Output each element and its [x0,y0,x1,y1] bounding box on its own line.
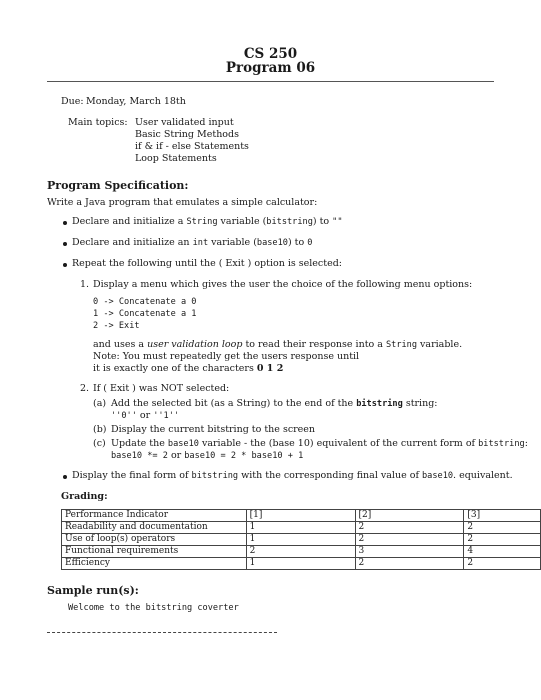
sample-heading: Sample run(s): [47,584,139,597]
table-cell: Efficiency [62,558,247,570]
substep-a-label: (a) [93,398,107,409]
table-cell: Use of loop(s) operators [62,534,247,546]
table-header-cell: [1] [246,510,355,522]
table-cell: 1 [246,534,355,546]
course-title: CS 250 [243,46,298,62]
table-cell: Functional requirements [62,546,247,558]
note-line-chars: it is exactly one of the characters 0 1 2 [93,363,284,374]
table-row [62,546,541,558]
table-cell: 2 [464,534,541,546]
title-rule [47,81,494,82]
bullet-repeat: Repeat the following until the ( Exit ) option is selected: [72,258,342,269]
table-cell: 4 [464,546,541,558]
substep-c-text: Update the base10 variable - the (base 10) equivalent of the current form of bitstring: [111,438,528,449]
substep-a-values: ''0'' or ''1'' [111,410,180,421]
spec-heading: Program Specification: [47,179,189,192]
table-cell: 2 [464,522,541,534]
table-header-cell: Performance Indicator [62,510,247,522]
grading-heading: Grading: [61,491,108,502]
table-cell: 2 [355,558,464,570]
table-row [62,534,541,546]
bullet-display-final: Display the final form of bitstring with the corresponding final value of base10. equivalent. [72,470,513,481]
table-header-row [62,510,541,522]
due-label: Due: [61,96,84,107]
spec-intro: Write a Java program that emulates a simple calculator: [47,197,318,208]
topic-item: Loop Statements [135,153,217,164]
step-2-text: If ( Exit ) was NOT selected: [93,383,230,394]
topic-item: Basic String Methods [135,129,239,140]
table-row [62,558,541,570]
bullet-declare-string: Declare and initialize a String variable (bitstring) to "" [72,216,343,227]
note-line: Note: You must repeatedly get the users response until [93,351,360,362]
bullet-marker [63,242,67,246]
table-cell: 3 [355,546,464,558]
topic-item: if & if - else Statements [135,141,249,152]
substep-c-label: (c) [93,438,106,449]
table-header-cell: [3] [464,510,541,522]
topic-item: User validated input [135,117,234,128]
menu-option: 1 -> Concatenate a 1 [93,309,197,319]
menu-option: 0 -> Concatenate a 0 [93,297,197,307]
table-cell: 2 [355,522,464,534]
bullet-marker [63,263,67,267]
substep-b-label: (b) [93,424,107,435]
bullet-marker [63,475,67,479]
topics-label: Main topics: [68,117,128,128]
table-row [62,522,541,534]
due-value: Monday, March 18th [86,96,186,107]
substep-a-text: Add the selected bit (as a String) to the end of the bitstring string: [111,398,438,409]
bullet-marker [63,221,67,225]
table-cell: 1 [246,558,355,570]
grading-table [61,509,541,570]
table-cell: 2 [246,546,355,558]
program-title: Program 06 [225,60,316,76]
step-1-text: Display a menu which gives the user the choice of the following menu options: [93,279,473,290]
substep-b-text: Display the current bitstring to the screen [111,424,316,435]
step-2-number: 2. [80,383,90,394]
table-header-cell: [2] [355,510,464,522]
table-cell: 1 [246,522,355,534]
dashed-divider [47,632,277,633]
table-cell: 2 [464,558,541,570]
menu-option: 2 -> Exit [93,321,140,331]
sample-output-line: Welcome to the bitstring coverter [68,603,239,613]
validation-line: and uses a user validation loop to read their response into a String variable. [93,339,463,350]
substep-c-formulas: base10 *= 2 or base10 = 2 * base10 + 1 [111,450,304,461]
table-cell: Readability and documentation [62,522,247,534]
step-1-number: 1. [80,279,90,290]
bullet-declare-int: Declare and initialize an int variable (base10) to 0 [72,237,313,248]
table-cell: 2 [355,534,464,546]
